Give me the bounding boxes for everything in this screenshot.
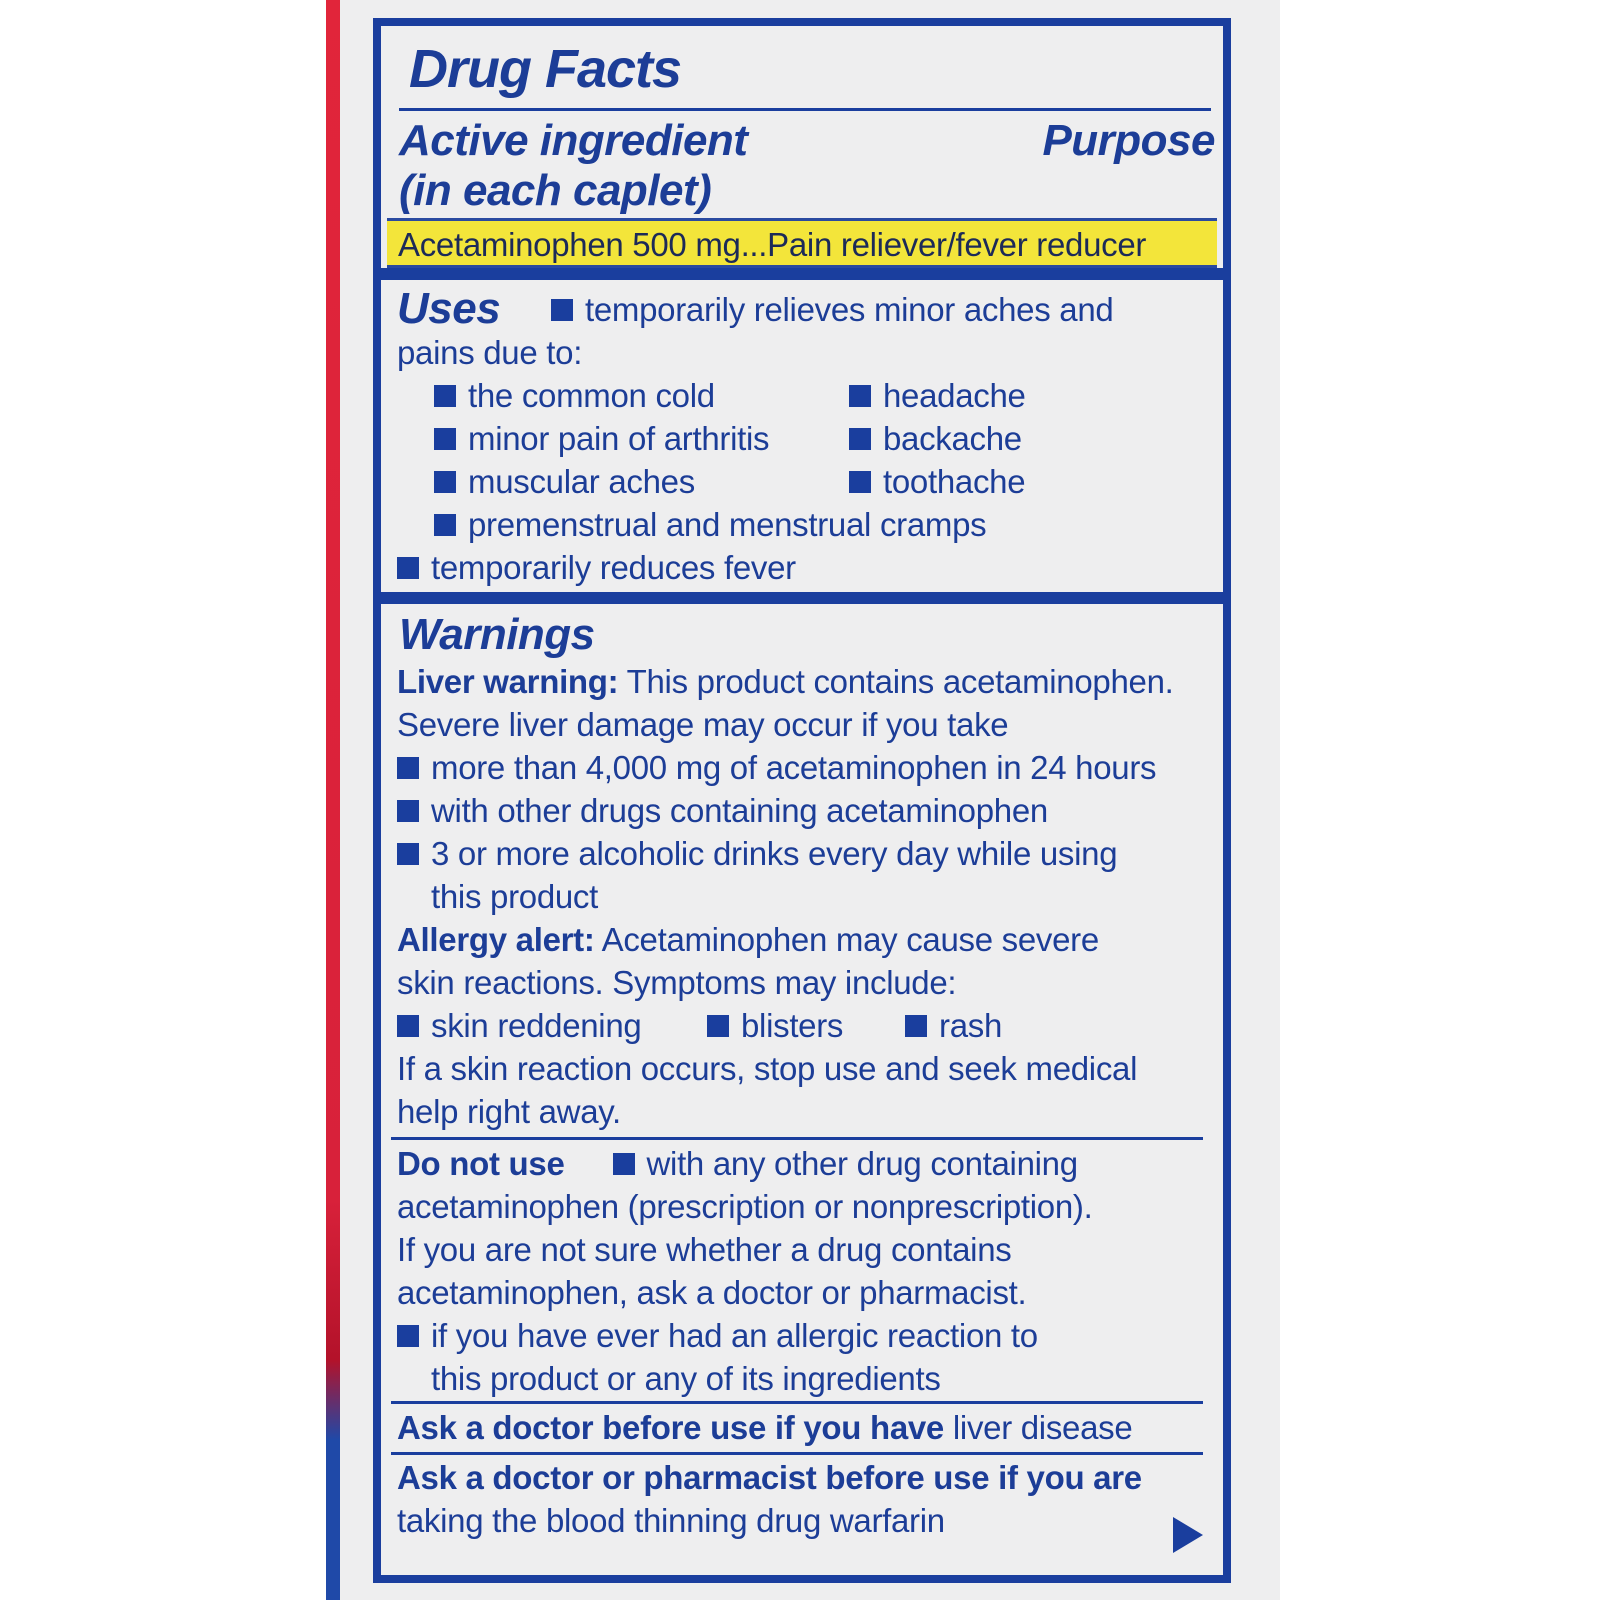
drug-facts-panel [373, 18, 1231, 1583]
do-not-use-line: acetaminophen, ask a doctor or pharmacist. [397, 1274, 1027, 1311]
continue-arrow-icon [1173, 1517, 1203, 1553]
reaction-text-cont: help right away. [397, 1093, 621, 1130]
section-band [381, 592, 1223, 604]
liver-warning-cont: Severe liver damage may occur if you take [397, 706, 1009, 743]
bullet-square-icon [397, 1015, 419, 1037]
list-item: backache [849, 417, 1022, 460]
bullet-square-icon [434, 428, 456, 450]
ask-pharmacist-heading: Ask a doctor or pharmacist before use if you are [397, 1459, 1142, 1496]
bullet-square-icon [849, 471, 871, 493]
ask-pharmacist-text: taking the blood thinning drug warfarin [397, 1502, 945, 1539]
list-item: more than 4,000 mg of acetaminophen in 24 hours [397, 746, 1156, 789]
allergy-alert-cont: skin reactions. Symptoms may include: [397, 964, 957, 1001]
divider [391, 1137, 1203, 1140]
list-item: muscular aches [434, 460, 695, 503]
bullet-square-icon [434, 471, 456, 493]
reaction-text: If a skin reaction occurs, stop use and seek medical [397, 1050, 1138, 1087]
divider [391, 1452, 1203, 1455]
do-not-use-line: acetaminophen (prescription or nonprescription). [397, 1188, 1093, 1225]
uses-intro-cont: pains due to: [397, 334, 583, 371]
list-item: rash [905, 1004, 1002, 1047]
drug-facts-title: Drug Facts [409, 39, 682, 99]
do-not-use: Do not use with any other drug containing [397, 1145, 1078, 1182]
bullet-square-icon [397, 800, 419, 822]
carton-red-edge [326, 0, 340, 1600]
uses-heading: Uses [397, 284, 501, 333]
bullet-square-icon [397, 1325, 419, 1347]
list-item: if you have ever had an allergic reaction to [397, 1314, 1038, 1357]
bullet-square-icon [551, 299, 573, 321]
warnings-heading: Warnings [399, 610, 595, 659]
bullet-square-icon [613, 1153, 635, 1175]
ingredient-text: Acetaminophen 500 mg...Pain reliever/fever reducer [398, 226, 1147, 263]
active-ingredient-heading: Active ingredient [399, 116, 748, 165]
do-not-use-line: If you are not sure whether a drug contains [397, 1231, 1012, 1268]
list-item-cont: this product or any of its ingredients [431, 1360, 941, 1397]
list-item: blisters [707, 1004, 843, 1047]
list-item: with other drugs containing acetaminophen [397, 789, 1048, 832]
bullet-square-icon [397, 757, 419, 779]
bullet-square-icon [434, 514, 456, 536]
list-item: skin reddening [397, 1004, 641, 1047]
ask-doctor: Ask a doctor before use if you have liver disease [397, 1409, 1133, 1446]
bullet-square-icon [707, 1015, 729, 1037]
divider [399, 108, 1211, 111]
list-item: minor pain of arthritis [434, 417, 769, 460]
list-item: 3 or more alcoholic drinks every day while using [397, 832, 1117, 875]
divider [391, 1401, 1203, 1404]
bullet-square-icon [434, 385, 456, 407]
purpose-heading: Purpose [1042, 116, 1215, 165]
bullet-square-icon [849, 385, 871, 407]
list-item-cont: this product [431, 878, 598, 915]
list-item: temporarily reduces fever [397, 546, 796, 589]
section-band [381, 268, 1223, 280]
bullet-square-icon [849, 428, 871, 450]
bullet-square-icon [397, 557, 419, 579]
uses-intro: temporarily relieves minor aches and [551, 288, 1113, 331]
list-item: the common cold [434, 374, 715, 417]
list-item: toothache [849, 460, 1025, 503]
bullet-square-icon [397, 843, 419, 865]
bullet-square-icon [905, 1015, 927, 1037]
ingredient-row [387, 218, 1217, 268]
list-item: headache [849, 374, 1026, 417]
liver-warning: Liver warning: This product contains acetaminophen. [397, 663, 1174, 700]
allergy-alert: Allergy alert: Acetaminophen may cause severe [397, 921, 1099, 958]
list-item: premenstrual and menstrual cramps [434, 503, 986, 546]
active-ingredient-subheading: (in each caplet) [399, 166, 712, 215]
